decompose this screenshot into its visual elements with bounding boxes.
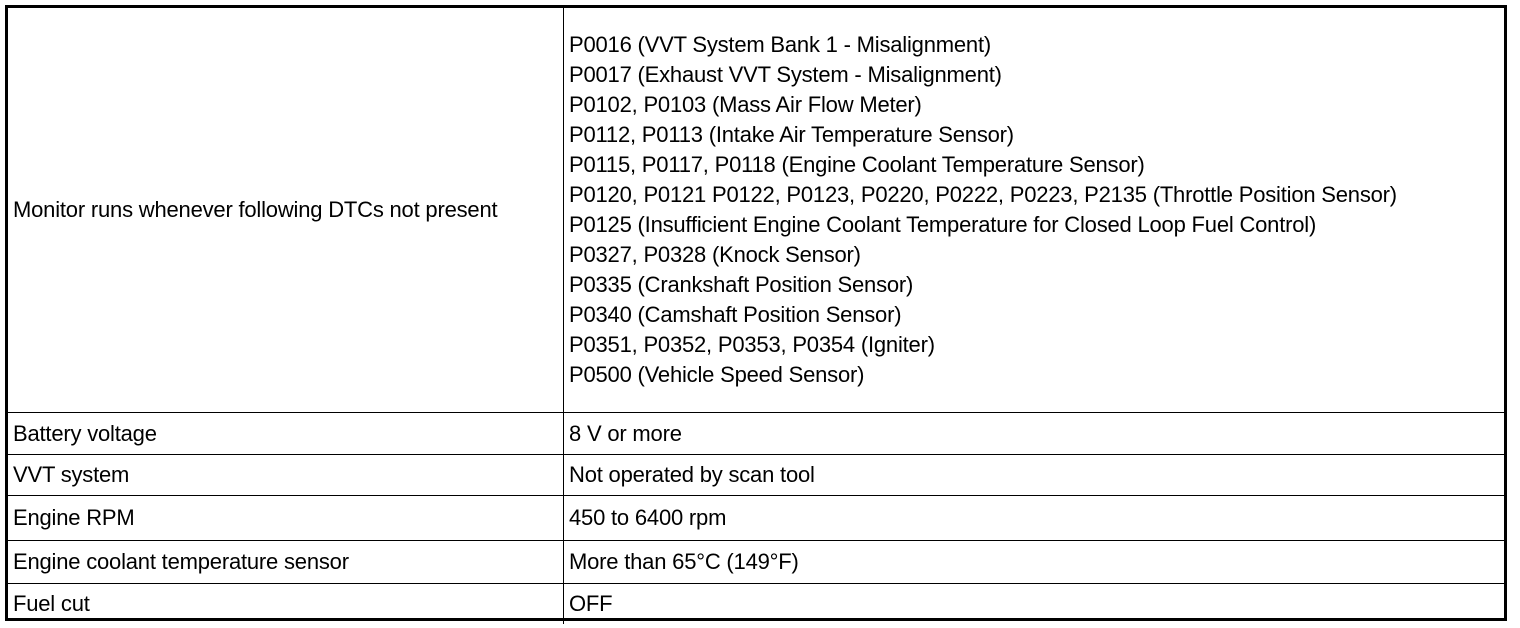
condition-value-cell: More than 65°C (149°F) bbox=[564, 541, 1505, 584]
condition-value-cell: OFF bbox=[564, 584, 1505, 625]
condition-label-cell: Monitor runs whenever following DTCs not present bbox=[8, 8, 564, 413]
condition-label-cell: Engine coolant temperature sensor bbox=[8, 541, 564, 584]
dtc-list-item: P0115, P0117, P0118 (Engine Coolant Temperature Sensor) bbox=[569, 152, 1145, 177]
monitor-conditions-table bbox=[8, 8, 1504, 624]
condition-label-cell: VVT system bbox=[8, 455, 564, 496]
table-row bbox=[8, 455, 1504, 496]
table-row bbox=[8, 8, 1504, 413]
dtc-list-item: P0112, P0113 (Intake Air Temperature Sensor) bbox=[569, 122, 1014, 147]
table-row bbox=[8, 413, 1504, 455]
dtc-list-item: P0017 (Exhaust VVT System - Misalignment) bbox=[569, 62, 1002, 87]
dtc-list-item: P0120, P0121 P0122, P0123, P0220, P0222, P0223, P2135 (Throttle Position Sensor) bbox=[569, 182, 1397, 207]
condition-label-cell: Battery voltage bbox=[8, 413, 564, 455]
dtc-list-item: P0102, P0103 (Mass Air Flow Meter) bbox=[569, 92, 922, 117]
dtc-list-item: P0500 (Vehicle Speed Sensor) bbox=[569, 362, 865, 387]
condition-value-cell: 450 to 6400 rpm bbox=[564, 496, 1505, 541]
dtc-list-item: P0125 (Insufficient Engine Coolant Temperature for Closed Loop Fuel Control) bbox=[569, 212, 1317, 237]
dtc-list-item: P0016 (VVT System Bank 1 - Misalignment) bbox=[569, 32, 991, 57]
dtc-list-cell bbox=[564, 8, 1505, 413]
condition-value-cell: 8 V or more bbox=[564, 413, 1505, 455]
table-row bbox=[8, 584, 1504, 625]
dtc-list-item: P0327, P0328 (Knock Sensor) bbox=[569, 242, 861, 267]
table-row bbox=[8, 541, 1504, 584]
dtc-list-item: P0351, P0352, P0353, P0354 (Igniter) bbox=[569, 332, 935, 357]
table-row bbox=[8, 496, 1504, 541]
condition-value-cell: Not operated by scan tool bbox=[564, 455, 1505, 496]
conditions-table-frame bbox=[5, 5, 1507, 621]
dtc-list-item: P0335 (Crankshaft Position Sensor) bbox=[569, 272, 914, 297]
dtc-list-item: P0340 (Camshaft Position Sensor) bbox=[569, 302, 902, 327]
condition-label-cell: Engine RPM bbox=[8, 496, 564, 541]
condition-label-cell: Fuel cut bbox=[8, 584, 564, 625]
